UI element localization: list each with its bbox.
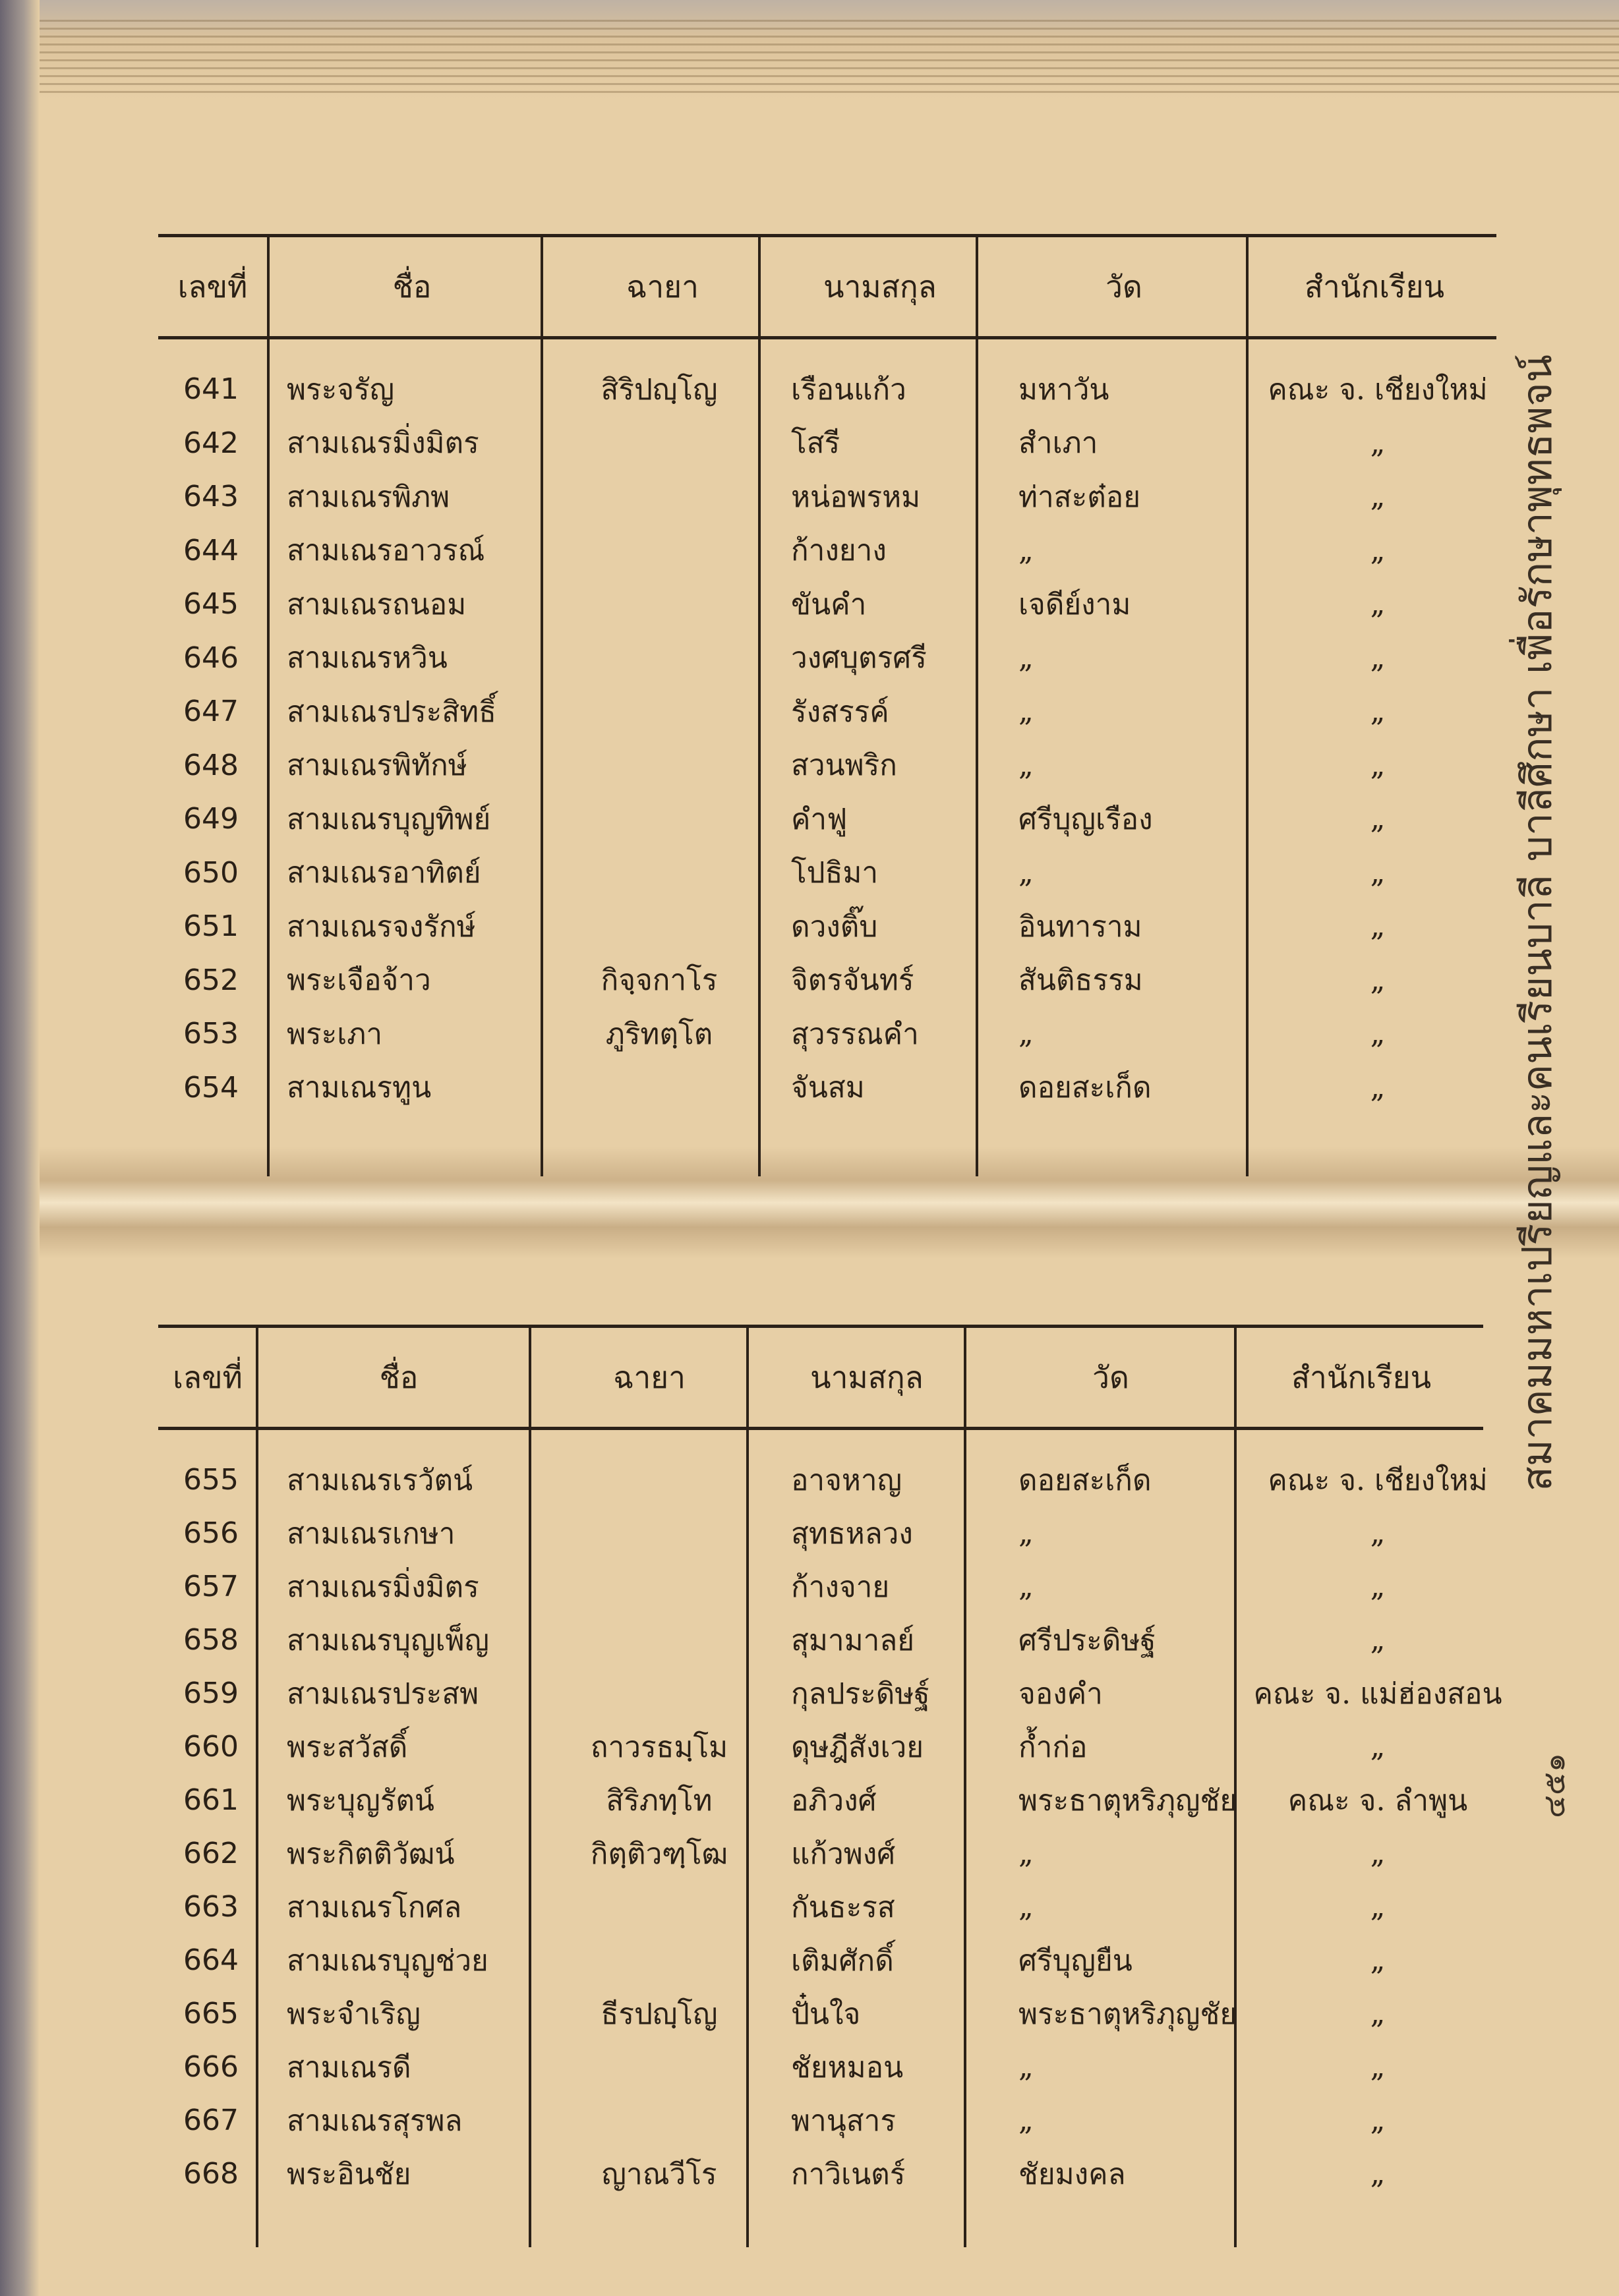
- cell-no: 642: [183, 426, 239, 460]
- cell-surname: ก้างจาย: [791, 1570, 890, 1604]
- table-row: [158, 2147, 1483, 2200]
- table-row: [158, 416, 1496, 471]
- cell-wat: ก้ำก่อ: [1018, 1730, 1088, 1764]
- cell-no: 647: [183, 695, 239, 729]
- cell-wat: ดอยสะเก็ด: [1018, 1071, 1152, 1105]
- cell-title: กิตฺติวฑฺโฒ: [590, 1837, 728, 1871]
- cell-surname: อภิวงศ์: [791, 1783, 877, 1818]
- header-office: สำนักเรียน: [1291, 1359, 1432, 1395]
- header-wat: วัด: [1105, 268, 1142, 304]
- cell-office: „: [1370, 533, 1386, 567]
- cell-no: 652: [183, 963, 239, 997]
- cell-office: „: [1370, 480, 1386, 514]
- cell-surname: โสรี: [791, 426, 840, 461]
- cell-title: [554, 1560, 765, 1613]
- header-name: ชื่อ: [379, 1359, 419, 1395]
- table-row: [158, 2094, 1483, 2147]
- cell-title: [554, 1934, 765, 1987]
- cell-name: สามเณรสุรพล: [287, 2104, 463, 2138]
- cell-surname: โปธิมา: [791, 856, 879, 890]
- table-row: [158, 1007, 1496, 1061]
- table-row: [158, 1560, 1483, 1613]
- cell-wat: „: [1018, 748, 1034, 782]
- table-header-rule: [158, 336, 1496, 339]
- cell-surname: กาวิเนตร์: [791, 2157, 906, 2191]
- cell-no: 664: [183, 1943, 239, 1977]
- cell-name: สามเณรประสิทธิ์: [287, 695, 496, 729]
- cell-wat: มหาวัน: [1018, 372, 1109, 407]
- cell-wat: ศรีบุญเรือง: [1018, 802, 1153, 836]
- cell-no: 649: [183, 802, 239, 836]
- cell-title: [554, 792, 765, 846]
- cell-title: ถาวรธมฺโม: [590, 1730, 728, 1764]
- cell-no: 657: [183, 1570, 239, 1603]
- cell-title: [554, 2094, 765, 2147]
- cell-surname: วงศบุตรศรี: [791, 641, 927, 675]
- cell-office: คณะ จ. เชียงใหม่: [1268, 372, 1488, 407]
- cell-title: สิริภทฺโท: [606, 1783, 713, 1818]
- cell-name: พระจำเริญ: [287, 1997, 421, 2031]
- table-bottom-rows: [158, 1453, 1502, 2200]
- cell-name: พระจรัญ: [287, 372, 395, 407]
- cell-title: [554, 1613, 765, 1667]
- cell-name: สามเณรอาวรณ์: [287, 534, 485, 568]
- cell-title: [554, 631, 765, 685]
- header-no: เลขที่: [173, 1359, 243, 1395]
- cell-no: 658: [183, 1623, 239, 1657]
- cell-office: „: [1370, 1623, 1386, 1657]
- cell-no: 659: [183, 1677, 239, 1710]
- cell-title: [554, 1453, 765, 1507]
- cell-name: สามเณรบุญเพ็ญ: [287, 1623, 490, 1657]
- table-row: [158, 1987, 1483, 2040]
- cell-wat: เจดีย์งาม: [1018, 587, 1131, 621]
- cell-no: 645: [183, 587, 239, 621]
- table-header-rule: [158, 1427, 1483, 1430]
- cell-no: 655: [183, 1463, 239, 1497]
- cell-title: [554, 1667, 765, 1720]
- page-stack-lines: [40, 20, 1619, 99]
- cell-surname: สุทธหลวง: [791, 1516, 913, 1551]
- cell-wat: สำเภา: [1018, 426, 1098, 461]
- table-row: [158, 1453, 1488, 1507]
- cell-office: „: [1370, 1070, 1386, 1105]
- cell-title: [554, 2040, 765, 2094]
- cell-wat: „: [1018, 2050, 1034, 2084]
- cell-no: 660: [183, 1730, 239, 1764]
- table-row: [158, 1613, 1483, 1667]
- cell-name: พระสวัสดิ์: [287, 1730, 408, 1764]
- header-title: ฉายา: [613, 1359, 686, 1395]
- cell-office: คณะ จ. แม่ฮ่องสอน: [1253, 1677, 1502, 1711]
- cell-surname: สวนพริก: [791, 749, 897, 783]
- cell-wat: จองคำ: [1018, 1677, 1103, 1711]
- cell-name: สามเณรเกษา: [287, 1516, 456, 1551]
- cell-name: สามเณรพิทักษ์: [287, 749, 467, 783]
- cell-no: 656: [183, 1516, 239, 1550]
- table-row: [158, 470, 1496, 524]
- cell-no: 644: [183, 533, 239, 567]
- cell-surname: อาจหาญ: [791, 1463, 902, 1497]
- header-title: ฉายา: [626, 268, 699, 304]
- table-row: [158, 1507, 1483, 1560]
- table-top: [158, 234, 1496, 1176]
- cell-office: คณะ จ. เชียงใหม่: [1268, 1463, 1488, 1497]
- cell-office: „: [1370, 587, 1386, 621]
- cell-no: 667: [183, 2104, 239, 2137]
- cell-name: สามเณรจงรักษ์: [287, 909, 476, 944]
- cell-no: 641: [183, 372, 239, 407]
- cell-wat: อินทาราม: [1018, 909, 1142, 944]
- cell-title: [554, 416, 765, 471]
- cell-surname: สุวรรณคำ: [791, 1017, 919, 1051]
- cell-wat: สันติธรรม: [1018, 963, 1143, 998]
- cell-wat: ท่าสะต๋อย: [1018, 480, 1140, 514]
- cell-office: „: [1370, 909, 1386, 944]
- cell-no: 661: [183, 1783, 239, 1817]
- cell-no: 665: [183, 1997, 239, 2030]
- cell-surname: คำฟู: [791, 802, 848, 836]
- cell-title: [554, 524, 765, 578]
- cell-office: คณะ จ. ลำพูน: [1287, 1783, 1468, 1818]
- header-wat: วัด: [1092, 1359, 1129, 1395]
- cell-name: สามเณรถนอม: [287, 587, 467, 621]
- cell-title: [554, 1061, 765, 1115]
- cell-surname: เติมศักดิ์: [791, 1943, 894, 1978]
- cell-surname: พานุสาร: [791, 2104, 896, 2138]
- cell-wat: พระธาตุหริภุญชัย: [1018, 1997, 1237, 2031]
- cell-name: สามเณรประสพ: [287, 1677, 479, 1711]
- cell-no: 662: [183, 1837, 239, 1870]
- cell-name: พระเจือจ้าว: [287, 963, 431, 998]
- cell-office: „: [1370, 1017, 1386, 1051]
- cell-title: ภูริทตฺโต: [605, 1017, 713, 1051]
- cell-surname: ปั๋นใจ: [791, 1997, 861, 2031]
- cell-name: สามเณรพิภพ: [287, 480, 450, 514]
- cell-wat: „: [1018, 1890, 1034, 1924]
- cell-surname: แก้วพงศ์: [791, 1837, 896, 1871]
- cell-wat: „: [1018, 641, 1034, 675]
- cell-name: สามเณรมิ่งมิตร: [287, 426, 479, 461]
- cell-title: [554, 739, 765, 793]
- table-row: [158, 685, 1496, 739]
- cell-name: สามเณรบุญทิพย์: [287, 802, 491, 836]
- table-row: [158, 1827, 1483, 1880]
- cell-name: พระอินชัย: [287, 2157, 411, 2191]
- table-row: [158, 362, 1496, 416]
- cell-name: สามเณรโกศล: [287, 1890, 462, 1924]
- cell-wat: ดอยสะเก็ด: [1018, 1463, 1152, 1497]
- cell-title: [554, 685, 765, 739]
- cell-office: „: [1370, 695, 1386, 729]
- cell-office: „: [1370, 748, 1386, 782]
- cell-no: 653: [183, 1017, 239, 1051]
- cell-wat: ชัยมงคล: [1018, 2157, 1126, 2191]
- cell-surname: กันธะรส: [791, 1890, 895, 1924]
- cell-office: „: [1370, 1997, 1386, 2030]
- cell-office: „: [1370, 802, 1386, 836]
- cell-name: สามเณรมิ่งมิตร: [287, 1570, 479, 1604]
- cell-surname: ชัยหมอน: [791, 2050, 904, 2084]
- cell-surname: เรือนแก้ว: [791, 372, 906, 407]
- header-surname: นามสกุล: [823, 268, 937, 304]
- table-row: [158, 1773, 1483, 1827]
- cell-no: 650: [183, 855, 239, 890]
- cell-wat: „: [1018, 1837, 1034, 1870]
- table-row: [158, 1667, 1502, 1720]
- cell-office: „: [1370, 1890, 1386, 1924]
- cell-office: „: [1370, 1943, 1386, 1977]
- cell-no: 648: [183, 748, 239, 782]
- cell-no: 666: [183, 2050, 239, 2084]
- cell-title: [554, 846, 765, 900]
- cell-office: „: [1370, 2157, 1386, 2191]
- cell-office: „: [1370, 426, 1386, 460]
- cell-wat: „: [1018, 695, 1034, 729]
- cell-name: พระเภา: [287, 1017, 383, 1051]
- table-header: [158, 237, 1496, 336]
- cell-surname: จันสม: [791, 1071, 865, 1105]
- cell-wat: „: [1018, 1017, 1034, 1051]
- cell-name: สามเณรดี: [287, 2050, 411, 2084]
- book-left-edge: [0, 0, 40, 2296]
- cell-no: 654: [183, 1070, 239, 1105]
- table-row: [158, 577, 1496, 631]
- cell-wat: ศรีประดิษฐ์: [1018, 1623, 1156, 1657]
- table-bottom: [158, 1325, 1502, 2247]
- cell-office: „: [1370, 855, 1386, 890]
- cell-office: „: [1370, 1730, 1386, 1764]
- cell-title: [554, 577, 765, 631]
- table-row: [158, 1720, 1483, 1773]
- table-header: [158, 1328, 1483, 1427]
- cell-wat: „: [1018, 533, 1034, 567]
- cell-title: ญาณวีโร: [601, 2157, 717, 2191]
- cell-office: „: [1370, 1516, 1386, 1550]
- cell-wat: พระธาตุหริภุญชัย: [1018, 1783, 1237, 1818]
- table-row: [158, 792, 1496, 846]
- cell-name: สามเณรเรวัตน์: [287, 1463, 473, 1497]
- cell-office: „: [1370, 2050, 1386, 2084]
- cell-office: „: [1370, 1837, 1386, 1870]
- header-office: สำนักเรียน: [1304, 268, 1445, 304]
- cell-surname: ก้างยาง: [791, 534, 887, 568]
- page-number: ๔๕๑: [1536, 1753, 1572, 1818]
- cell-wat: „: [1018, 1516, 1034, 1550]
- cell-surname: จิตรจันทร์: [791, 963, 914, 998]
- cell-office: „: [1370, 2104, 1386, 2137]
- table-row: [158, 900, 1496, 954]
- cell-surname: ดุษฎีสังเวย: [791, 1730, 924, 1764]
- cell-no: 663: [183, 1890, 239, 1924]
- cell-name: พระกิตติวัฒน์: [287, 1837, 455, 1871]
- cell-wat: „: [1018, 2104, 1034, 2137]
- cell-office: „: [1370, 641, 1386, 675]
- cell-surname: รังสรรค์: [791, 695, 889, 729]
- cell-name: สามเณรหวิน: [287, 641, 448, 675]
- cell-no: 668: [183, 2157, 239, 2191]
- cell-title: สิริปญฺโญ: [601, 372, 718, 407]
- side-title: สมาคมมหาเปรียญและคนเรียนบาลี บาลีศึกษา เพื่อรักษาพุทธพจน์: [1513, 354, 1561, 1491]
- table-row: [158, 2040, 1483, 2094]
- table-row: [158, 524, 1496, 578]
- cell-office: „: [1370, 963, 1386, 997]
- table-row: [158, 631, 1496, 685]
- cell-surname: สุมามาลย์: [791, 1623, 915, 1657]
- cell-title: [554, 1507, 765, 1560]
- cell-no: 651: [183, 909, 239, 944]
- cell-surname: ขันคำ: [791, 587, 867, 621]
- table-top-rows: [158, 362, 1496, 1114]
- cell-wat: „: [1018, 1570, 1034, 1603]
- table-row: [158, 1061, 1496, 1115]
- cell-surname: กุลประดิษฐ์: [791, 1677, 930, 1711]
- cell-title: [554, 900, 765, 954]
- table-row: [158, 739, 1496, 793]
- cell-surname: ดวงติ๊บ: [791, 909, 878, 944]
- cell-name: สามเณรทูน: [287, 1071, 432, 1105]
- header-no: เลขที่: [177, 268, 248, 304]
- cell-office: „: [1370, 1570, 1386, 1603]
- cell-title: [554, 1880, 765, 1934]
- cell-surname: หน่อพรหม: [791, 480, 921, 514]
- table-row: [158, 846, 1496, 900]
- cell-no: 643: [183, 480, 239, 514]
- table-row: [158, 1880, 1483, 1934]
- header-surname: นามสกุล: [810, 1359, 924, 1395]
- cell-wat: „: [1018, 855, 1034, 890]
- table-row: [158, 1934, 1483, 1987]
- cell-title: กิจฺจกาโร: [601, 963, 718, 998]
- cell-name: สามเณรอาทิตย์: [287, 856, 481, 890]
- table-row: [158, 954, 1496, 1008]
- header-name: ชื่อ: [392, 268, 432, 304]
- cell-name: พระบุญรัตน์: [287, 1783, 434, 1818]
- cell-title: [554, 470, 765, 524]
- cell-wat: ศรีบุญยืน: [1018, 1943, 1133, 1978]
- cell-title: ธีรปญฺโญ: [601, 1997, 718, 2031]
- cell-no: 646: [183, 641, 239, 675]
- cell-name: สามเณรบุญช่วย: [287, 1943, 488, 1978]
